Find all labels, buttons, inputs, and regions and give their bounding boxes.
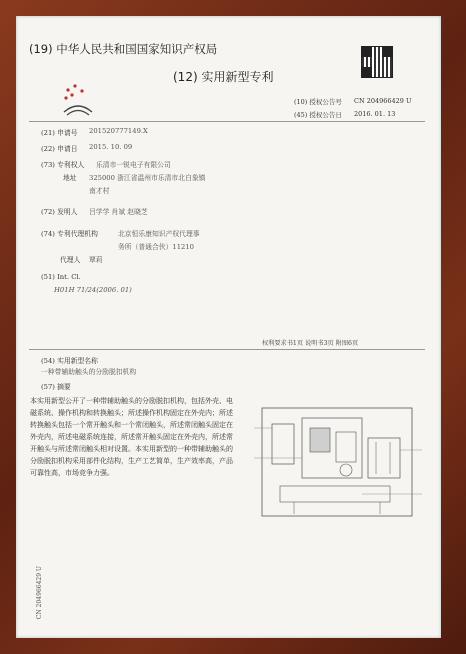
field-label: (22) 申请日: [41, 145, 78, 153]
agent: 覃莉: [89, 256, 103, 264]
header-divider: [29, 121, 425, 122]
inventors: 吕学学 肖斌 赵晓芝: [89, 208, 148, 216]
patent-agency-continued: 务所（普通合伙）11210: [118, 243, 194, 251]
document-type: (12) 实用新型专利: [173, 70, 274, 84]
field-label: (21) 申请号: [41, 129, 78, 137]
field-label: 地址: [63, 174, 77, 182]
abstract-label: (57) 摘要: [41, 383, 71, 391]
field-label: 代理人: [60, 256, 81, 264]
issuing-office: (19) 中华人民共和国国家知识产权局: [29, 42, 218, 56]
abstract-drawing: [250, 398, 426, 526]
field-label: (51) Int. Cl.: [41, 273, 81, 281]
patent-agency: 北京恒乐康知识产权代理事: [118, 230, 200, 238]
abstract-text: 本实用新型公开了一种带辅助触头的分励脱扣机构，包括外壳、电磁系统、操作机构和转换触头；所述操作机构固定在外壳内；所述转换触头包括一个常开触头和一个常闭触头，所述常闭触头固定在外壳内，所述电磁系统连接，所述常开触头固定在外壳内，所述常开触头与所述常闭触头相对设置。本实用新型的一种带辅助触头的分励脱扣机构采用部件化结构，生产工艺简单，生产效率高，产品可靠性高，市场竞争力强。: [30, 397, 233, 477]
section-divider: [29, 349, 425, 350]
utility-model-title: 一种带辅助触头的分励脱扣机构: [41, 368, 137, 376]
address: 325000 浙江省温州市乐清市北白象镇: [89, 174, 206, 182]
classification-code: H01H 71/24(2006. 01): [54, 286, 132, 294]
publication-number-label: (10) 授权公告号: [294, 98, 342, 106]
publication-number: CN 204966429 U: [354, 97, 412, 105]
qr-code-icon: [361, 46, 393, 78]
application-number: 201520777149.X: [89, 127, 148, 135]
field-label: (73) 专利权人: [41, 161, 85, 169]
patent-office-emblem-icon: [62, 82, 94, 116]
title-label: (54) 实用新型名称: [41, 357, 98, 365]
field-label: (74) 专利代理机构: [41, 230, 98, 238]
side-publication-number: CN 204966429 U: [36, 566, 43, 620]
address-continued: 南才村: [89, 187, 110, 195]
application-date: 2015. 10. 09: [89, 143, 133, 151]
patent-page: [16, 16, 441, 638]
publication-date: 2016. 01. 13: [354, 110, 396, 118]
patentee: 乐清市一锐电子有限公司: [96, 161, 171, 169]
publication-date-label: (45) 授权公告日: [294, 111, 342, 119]
page-counts: 权利要求书1页 说明书3页 附图6页: [262, 340, 359, 347]
field-label: (72) 发明人: [41, 208, 78, 216]
